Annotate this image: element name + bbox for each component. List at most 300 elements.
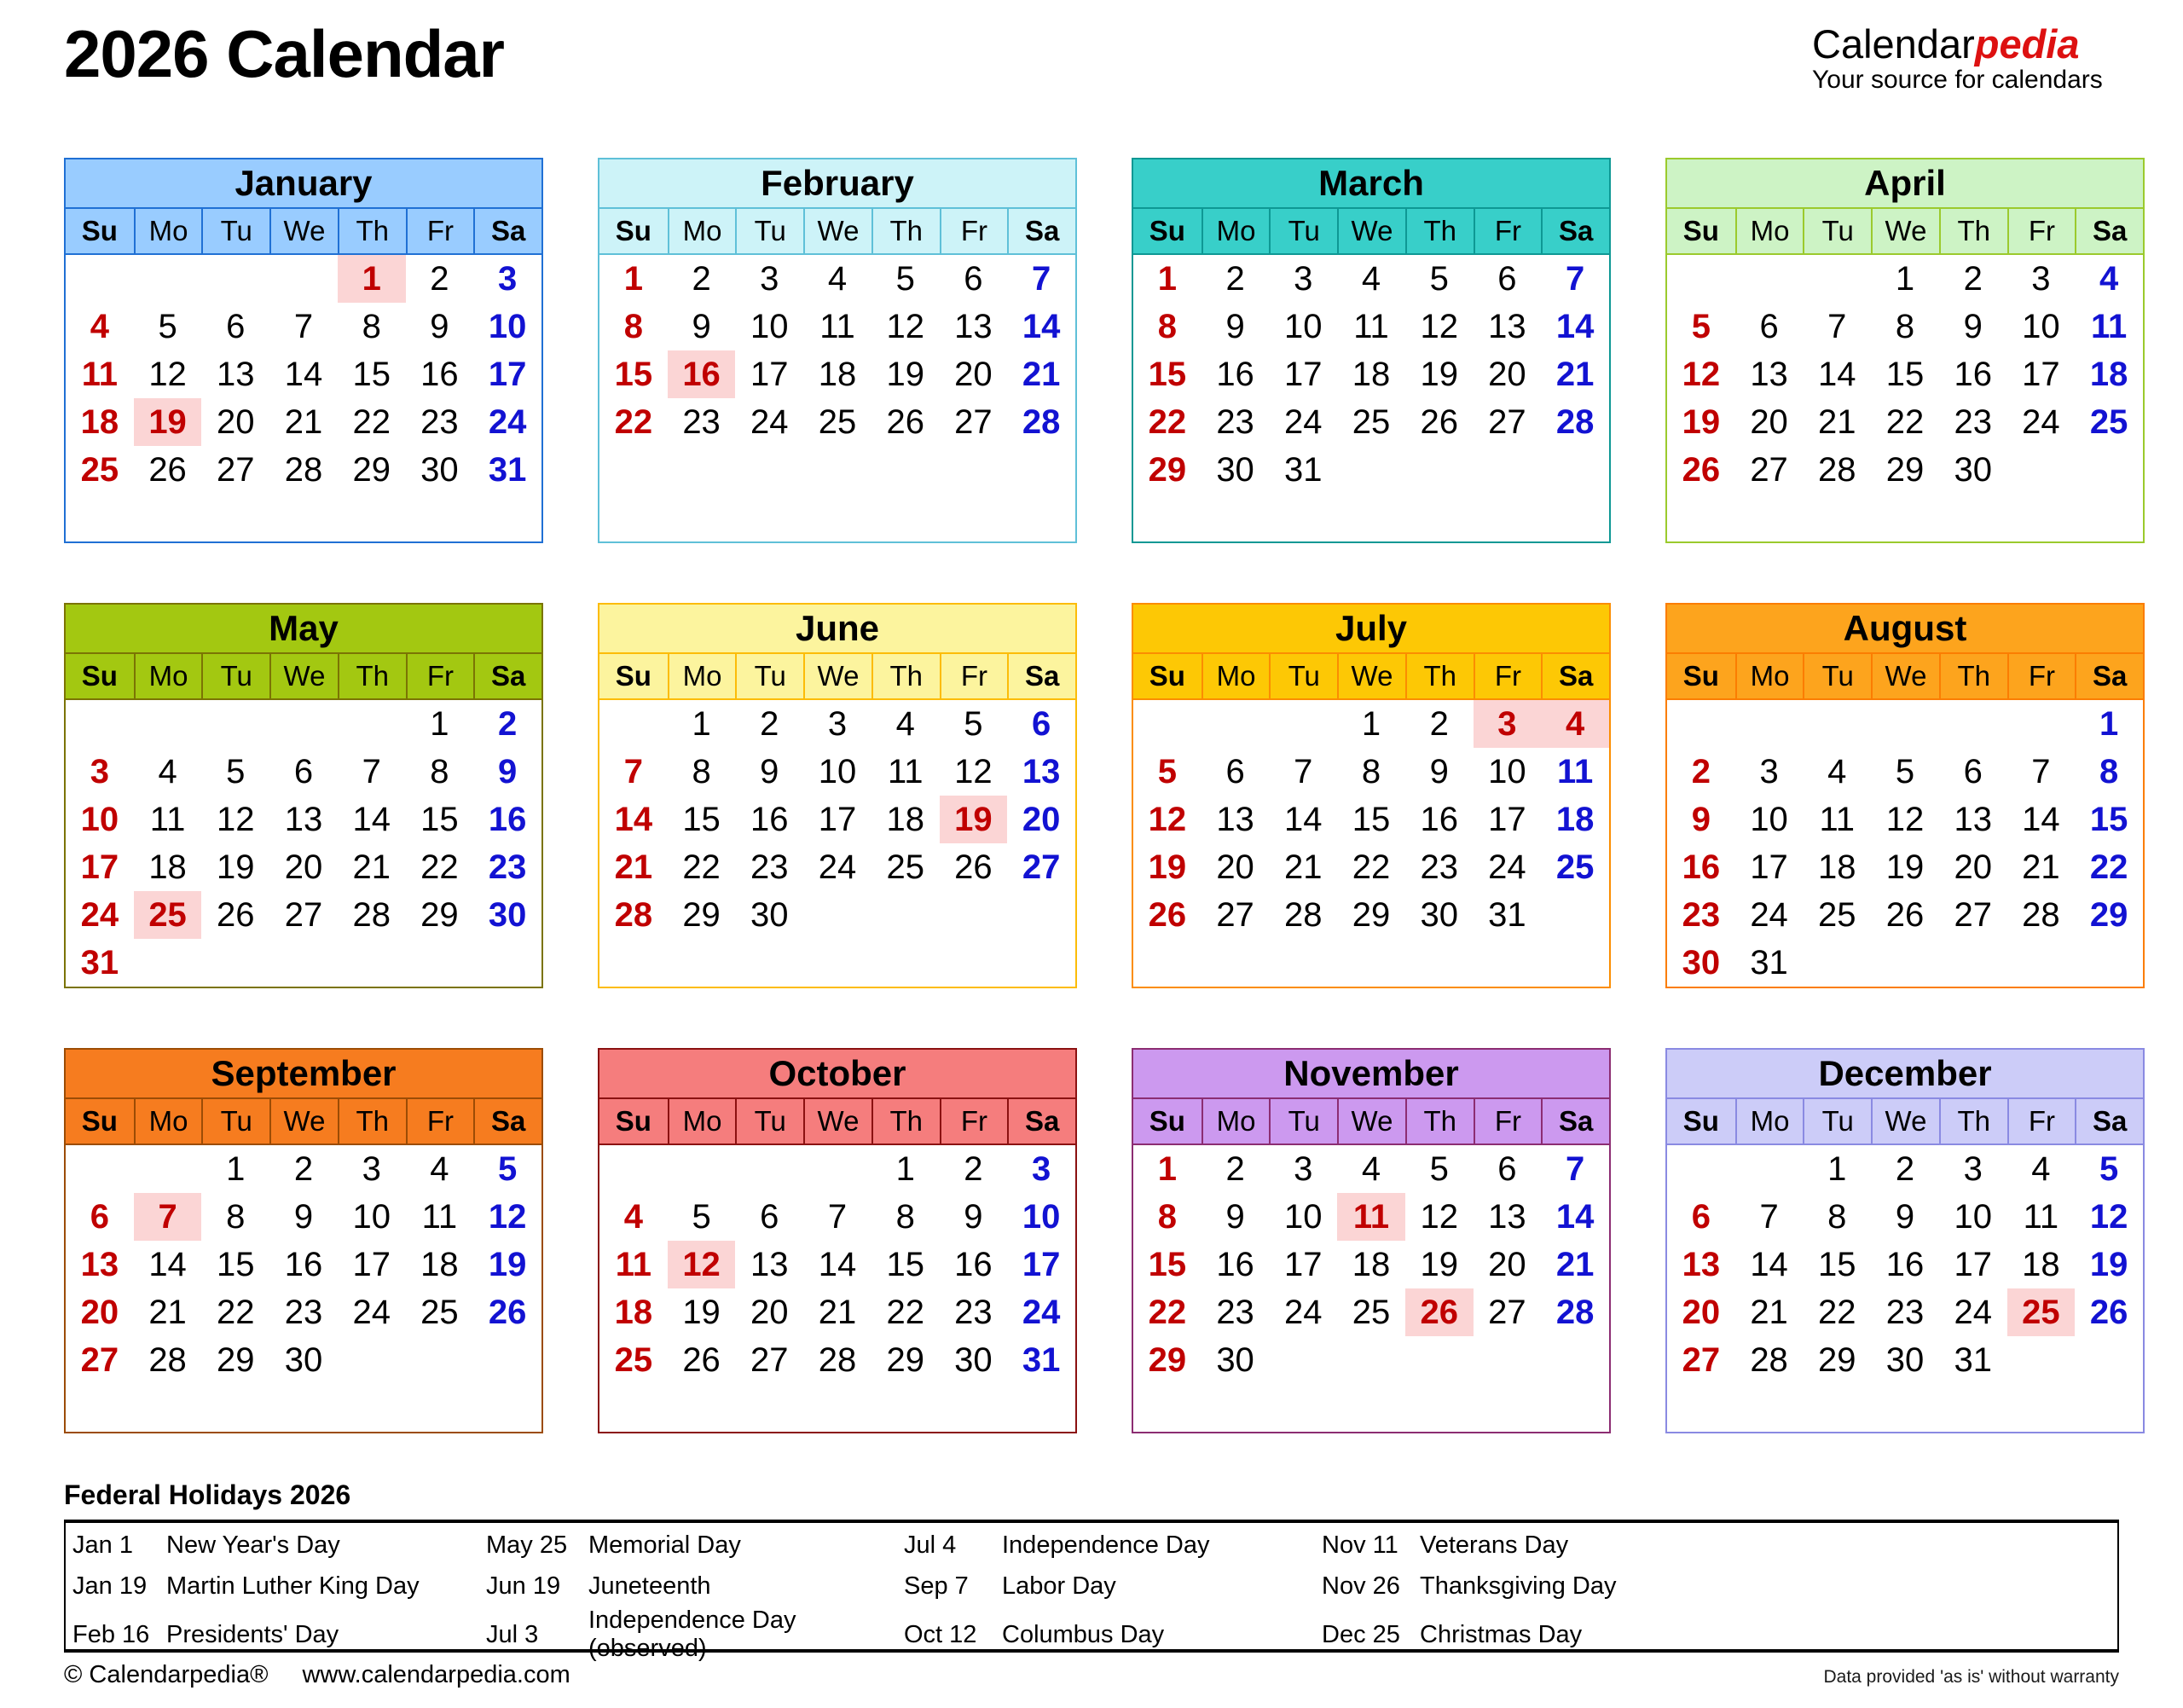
date-june-24: 24 [818, 848, 857, 886]
weekday-label: Sa [1007, 654, 1075, 698]
weekday-label: Fr [1474, 654, 1542, 698]
date-october-7: 7 [827, 1198, 848, 1236]
date-may-5: 5 [226, 753, 246, 790]
month-title: November [1133, 1050, 1609, 1099]
month-title: March [1133, 159, 1609, 209]
date-july-31: 31 [1488, 896, 1526, 934]
date-january-8: 8 [362, 308, 381, 345]
date-july-23: 23 [1420, 848, 1458, 886]
date-cell [940, 494, 1008, 541]
date-june-7: 7 [623, 753, 643, 790]
date-cell [1474, 939, 1542, 987]
date-cell [406, 939, 474, 987]
date-july-6: 6 [1225, 753, 1245, 790]
date-january-10: 10 [488, 308, 527, 345]
date-april-22: 22 [1885, 403, 1925, 441]
month-title: May [66, 605, 541, 654]
date-february-19: 19 [886, 356, 924, 393]
date-december-27: 27 [1682, 1341, 1721, 1379]
date-january-25: 25 [80, 451, 119, 489]
date-july-3: 3 [1474, 700, 1542, 748]
date-cell [338, 1384, 406, 1432]
day-grid [66, 700, 541, 987]
date-cell [2007, 700, 2076, 748]
date-july-27: 27 [1216, 896, 1254, 934]
date-november-28: 28 [1555, 1294, 1595, 1331]
weekday-label: Th [338, 1099, 406, 1143]
date-april-24: 24 [2022, 403, 2060, 441]
date-august-13: 13 [1954, 801, 1992, 838]
date-february-10: 10 [750, 308, 789, 345]
date-may-21: 21 [352, 848, 391, 886]
month-title: July [1133, 605, 1609, 654]
date-november-22: 22 [1148, 1294, 1187, 1331]
date-cell [940, 446, 1008, 494]
weekday-label: Th [1405, 209, 1474, 253]
date-cell [406, 1384, 474, 1432]
date-may-29: 29 [420, 896, 459, 934]
date-october-10: 10 [1022, 1198, 1061, 1236]
date-october-1: 1 [895, 1150, 915, 1188]
date-august-11: 11 [1819, 801, 1856, 838]
weekday-label: Tu [1803, 1099, 1871, 1143]
date-cell [269, 939, 338, 987]
date-cell [1337, 939, 1405, 987]
date-february-24: 24 [750, 403, 789, 441]
date-march-11: 11 [1353, 308, 1389, 345]
date-may-27: 27 [284, 896, 323, 934]
weekday-label: Tu [735, 654, 803, 698]
date-january-1: 1 [338, 255, 406, 303]
date-july-25: 25 [1555, 848, 1595, 886]
holiday-date: Nov 26 [1322, 1572, 1400, 1600]
date-october-5: 5 [692, 1198, 711, 1236]
date-cell [735, 939, 803, 987]
date-january-20: 20 [217, 403, 255, 441]
date-cell [269, 1384, 338, 1432]
date-april-23: 23 [1954, 403, 1992, 441]
date-february-9: 9 [692, 308, 711, 345]
date-october-11: 11 [615, 1246, 651, 1283]
date-january-11: 11 [81, 356, 118, 393]
date-december-15: 15 [1818, 1246, 1856, 1283]
date-march-22: 22 [1148, 403, 1187, 441]
date-august-25: 25 [1818, 896, 1856, 934]
date-february-5: 5 [895, 260, 915, 298]
date-august-21: 21 [2022, 848, 2060, 886]
date-july-13: 13 [1216, 801, 1254, 838]
date-cell [1474, 446, 1542, 494]
weekday-label: Mo [134, 654, 202, 698]
date-november-1: 1 [1157, 1150, 1177, 1188]
date-september-20: 20 [80, 1294, 119, 1331]
date-january-13: 13 [217, 356, 255, 393]
date-cell [1337, 494, 1405, 541]
date-april-17: 17 [2022, 356, 2060, 393]
date-may-28: 28 [352, 896, 391, 934]
date-september-26: 26 [488, 1294, 527, 1331]
date-june-2: 2 [760, 705, 779, 743]
date-cell [1541, 939, 1609, 987]
date-january-31: 31 [488, 451, 527, 489]
date-november-2: 2 [1225, 1150, 1245, 1188]
date-april-20: 20 [1750, 403, 1788, 441]
holidays-table [64, 1520, 2119, 1662]
date-april-16: 16 [1954, 356, 1992, 393]
date-december-8: 8 [1827, 1198, 1847, 1236]
holiday-row [72, 1566, 2117, 1607]
date-september-24: 24 [352, 1294, 391, 1331]
calendarpedia-logo[interactable] [1812, 22, 2145, 94]
weekday-label: Sa [1541, 654, 1609, 698]
date-cell [1803, 255, 1871, 303]
date-december-24: 24 [1954, 1294, 1992, 1331]
date-january-14: 14 [284, 356, 323, 393]
holiday-date: Jan 19 [72, 1572, 148, 1600]
weekday-label: Su [66, 1099, 134, 1143]
date-february-11: 11 [819, 308, 855, 345]
date-november-30: 30 [1216, 1341, 1254, 1379]
month-april [1665, 158, 2145, 543]
date-cell [1871, 1384, 1939, 1432]
date-april-14: 14 [1818, 356, 1856, 393]
calendarpedia-url[interactable]: www.calendarpedia.com [302, 1661, 570, 1688]
date-cell [1007, 939, 1075, 987]
date-cell [1667, 255, 1735, 303]
date-cell [1939, 494, 2007, 541]
date-october-29: 29 [886, 1341, 924, 1379]
date-april-10: 10 [2022, 308, 2060, 345]
weekday-label: Mo [668, 1099, 736, 1143]
date-cell [269, 494, 338, 541]
date-june-16: 16 [750, 801, 789, 838]
date-march-18: 18 [1352, 356, 1391, 393]
weekday-label: Su [1667, 209, 1735, 253]
date-july-5: 5 [1157, 753, 1177, 790]
weekday-label: Fr [406, 209, 474, 253]
months-grid [64, 158, 2145, 1433]
date-cell [1337, 446, 1405, 494]
weekday-label: Fr [2007, 654, 2076, 698]
date-july-2: 2 [1429, 705, 1449, 743]
date-august-6: 6 [1963, 753, 1983, 790]
date-september-30: 30 [284, 1341, 323, 1379]
date-march-19: 19 [1420, 356, 1458, 393]
month-august [1665, 603, 2145, 988]
date-march-25: 25 [1352, 403, 1391, 441]
date-july-15: 15 [1352, 801, 1391, 838]
date-october-16: 16 [954, 1246, 993, 1283]
date-september-11: 11 [421, 1198, 458, 1236]
date-august-20: 20 [1954, 848, 1992, 886]
date-october-28: 28 [818, 1341, 857, 1379]
holiday-name: Independence Day [1002, 1531, 1210, 1559]
date-cell [1735, 1145, 1804, 1193]
date-march-21: 21 [1555, 356, 1595, 393]
date-august-18: 18 [1818, 848, 1856, 886]
date-june-26: 26 [954, 848, 993, 886]
date-august-2: 2 [1691, 753, 1711, 790]
weekday-header-row [1667, 209, 2143, 255]
day-grid [1133, 255, 1609, 541]
date-july-11: 11 [1556, 753, 1594, 790]
date-cell [1202, 1384, 1270, 1432]
date-may-12: 12 [217, 801, 255, 838]
date-may-26: 26 [217, 896, 255, 934]
weekday-header-row [1133, 209, 1609, 255]
holiday-name: Memorial Day [588, 1531, 741, 1559]
date-december-21: 21 [1750, 1294, 1788, 1331]
date-april-19: 19 [1682, 403, 1721, 441]
date-july-1: 1 [1361, 705, 1381, 743]
date-october-17: 17 [1022, 1246, 1061, 1283]
date-january-3: 3 [498, 260, 518, 298]
date-march-30: 30 [1216, 451, 1254, 489]
date-august-1: 1 [2099, 705, 2119, 743]
date-cell [338, 494, 406, 541]
weekday-label: Mo [134, 1099, 202, 1143]
date-june-1: 1 [692, 705, 711, 743]
date-december-14: 14 [1750, 1246, 1788, 1283]
holiday-name: Christmas Day [1420, 1620, 1583, 1648]
date-june-9: 9 [760, 753, 779, 790]
date-cell [66, 494, 134, 541]
date-october-25: 25 [614, 1341, 653, 1379]
date-cell [2007, 494, 2076, 541]
page-footer [64, 1661, 2119, 1689]
date-june-10: 10 [818, 753, 857, 790]
date-august-19: 19 [1885, 848, 1925, 886]
date-february-1: 1 [623, 260, 643, 298]
date-cell [1541, 1336, 1609, 1384]
date-cell [735, 446, 803, 494]
date-april-30: 30 [1954, 451, 1992, 489]
date-march-6: 6 [1497, 260, 1517, 298]
weekday-label: Tu [1269, 1099, 1337, 1143]
date-february-27: 27 [954, 403, 993, 441]
date-october-22: 22 [886, 1294, 924, 1331]
date-cell [1269, 494, 1337, 541]
date-cell [1541, 446, 1609, 494]
date-april-11: 11 [2090, 308, 2128, 345]
date-july-19: 19 [1148, 848, 1187, 886]
date-may-11: 11 [149, 801, 186, 838]
date-cell [871, 1384, 940, 1432]
date-september-2: 2 [293, 1150, 314, 1188]
date-cell [803, 891, 871, 939]
date-august-27: 27 [1954, 896, 1992, 934]
date-july-16: 16 [1420, 801, 1458, 838]
date-cell [1337, 1384, 1405, 1432]
date-october-23: 23 [954, 1294, 993, 1331]
weekday-label: Tu [201, 654, 269, 698]
date-cell [1269, 939, 1337, 987]
footer-disclaimer: Data provided 'as is' without warranty [1823, 1667, 2119, 1687]
date-december-16: 16 [1885, 1246, 1925, 1283]
date-november-26: 26 [1405, 1288, 1474, 1336]
weekday-label: Mo [1202, 1099, 1270, 1143]
date-december-30: 30 [1885, 1341, 1925, 1379]
month-march [1132, 158, 1611, 543]
holiday-row [72, 1607, 2117, 1662]
date-cell [338, 700, 406, 748]
date-october-15: 15 [886, 1246, 924, 1283]
date-january-28: 28 [284, 451, 323, 489]
date-december-4: 4 [2031, 1150, 2051, 1188]
date-cell [66, 700, 134, 748]
date-may-1: 1 [430, 705, 449, 743]
date-october-14: 14 [818, 1246, 857, 1283]
weekday-label: We [1337, 654, 1405, 698]
date-may-19: 19 [217, 848, 255, 886]
date-november-24: 24 [1284, 1294, 1323, 1331]
date-cell [599, 1384, 668, 1432]
date-november-19: 19 [1420, 1246, 1458, 1283]
date-cell [1871, 939, 1939, 987]
logo-tagline: Your source for calendars [1812, 66, 2103, 94]
date-cell [1474, 1384, 1542, 1432]
date-march-9: 9 [1225, 308, 1245, 345]
weekday-label: We [1871, 654, 1939, 698]
date-august-12: 12 [1885, 801, 1925, 838]
date-july-21: 21 [1284, 848, 1323, 886]
date-august-26: 26 [1885, 896, 1925, 934]
date-june-20: 20 [1022, 801, 1061, 838]
date-may-22: 22 [420, 848, 459, 886]
date-june-23: 23 [750, 848, 789, 886]
date-december-5: 5 [2099, 1150, 2119, 1188]
holiday-date: May 25 [486, 1531, 568, 1559]
date-cell [134, 1145, 202, 1193]
date-november-20: 20 [1488, 1246, 1526, 1283]
date-cell [803, 1384, 871, 1432]
date-july-22: 22 [1352, 848, 1391, 886]
date-cell [66, 255, 134, 303]
date-july-30: 30 [1420, 896, 1458, 934]
date-august-28: 28 [2022, 896, 2060, 934]
date-cell [1541, 494, 1609, 541]
date-august-29: 29 [2089, 896, 2128, 934]
day-grid [1133, 1145, 1609, 1432]
date-august-4: 4 [1827, 753, 1847, 790]
date-september-9: 9 [293, 1198, 314, 1236]
date-september-7: 7 [134, 1193, 202, 1241]
date-november-27: 27 [1488, 1294, 1526, 1331]
date-cell [1735, 1384, 1804, 1432]
date-december-22: 22 [1818, 1294, 1856, 1331]
date-cell [1133, 1384, 1202, 1432]
date-cell [871, 446, 940, 494]
date-october-27: 27 [750, 1341, 789, 1379]
date-cell [134, 939, 202, 987]
holiday-name: Thanksgiving Day [1420, 1572, 1617, 1600]
date-november-10: 10 [1284, 1198, 1323, 1236]
date-october-8: 8 [895, 1198, 915, 1236]
date-november-3: 3 [1294, 1150, 1313, 1188]
date-february-16: 16 [668, 350, 736, 398]
footer-left [64, 1661, 570, 1689]
date-cell [201, 494, 269, 541]
date-may-6: 6 [293, 753, 314, 790]
date-january-7: 7 [293, 308, 314, 345]
date-may-16: 16 [488, 801, 527, 838]
holiday-name: Veterans Day [1420, 1531, 1569, 1559]
holiday-date: Oct 12 [904, 1620, 977, 1648]
date-cell [2075, 939, 2143, 987]
date-february-13: 13 [954, 308, 993, 345]
date-february-22: 22 [614, 403, 653, 441]
date-september-22: 22 [217, 1294, 255, 1331]
date-september-28: 28 [148, 1341, 187, 1379]
date-june-12: 12 [954, 753, 993, 790]
date-cell [1133, 939, 1202, 987]
date-february-18: 18 [818, 356, 857, 393]
date-august-16: 16 [1682, 848, 1721, 886]
date-april-18: 18 [2089, 356, 2128, 393]
date-january-12: 12 [148, 356, 187, 393]
date-december-12: 12 [2089, 1198, 2128, 1236]
weekday-label: Th [338, 654, 406, 698]
weekday-header-row [66, 209, 541, 255]
month-title: April [1667, 159, 2143, 209]
date-cell [1871, 700, 1939, 748]
date-september-21: 21 [148, 1294, 187, 1331]
date-october-21: 21 [818, 1294, 857, 1331]
date-may-25: 25 [134, 891, 202, 939]
date-august-31: 31 [1750, 944, 1788, 981]
date-cell [1871, 494, 1939, 541]
date-february-12: 12 [886, 308, 924, 345]
weekday-label: We [269, 1099, 338, 1143]
date-june-14: 14 [614, 801, 653, 838]
date-april-9: 9 [1963, 308, 1983, 345]
weekday-label: Tu [201, 1099, 269, 1143]
date-january-15: 15 [352, 356, 391, 393]
date-cell [668, 939, 736, 987]
weekday-label: Su [1667, 654, 1735, 698]
date-cell [1269, 1384, 1337, 1432]
date-cell [2075, 494, 2143, 541]
weekday-label: Tu [735, 1099, 803, 1143]
date-february-4: 4 [827, 260, 848, 298]
date-cell [1474, 494, 1542, 541]
date-november-12: 12 [1420, 1198, 1458, 1236]
date-may-30: 30 [488, 896, 527, 934]
date-october-30: 30 [954, 1341, 993, 1379]
weekday-label: Fr [2007, 209, 2076, 253]
date-september-27: 27 [80, 1341, 119, 1379]
weekday-label: Su [66, 654, 134, 698]
date-cell [940, 1384, 1008, 1432]
weekday-label: Th [338, 209, 406, 253]
date-september-4: 4 [430, 1150, 449, 1188]
date-july-12: 12 [1148, 801, 1187, 838]
month-title: December [1667, 1050, 2143, 1099]
weekday-label: Su [1133, 654, 1202, 698]
date-january-18: 18 [80, 403, 119, 441]
weekday-label: Sa [2075, 209, 2143, 253]
date-april-1: 1 [1895, 260, 1915, 298]
weekday-label: Th [1405, 654, 1474, 698]
weekday-label: Su [599, 209, 668, 253]
date-cell [1007, 891, 1075, 939]
date-november-4: 4 [1361, 1150, 1381, 1188]
date-december-11: 11 [2023, 1198, 2059, 1236]
month-december [1665, 1048, 2145, 1433]
date-february-23: 23 [682, 403, 721, 441]
date-cell [599, 446, 668, 494]
date-november-7: 7 [1566, 1150, 1585, 1188]
